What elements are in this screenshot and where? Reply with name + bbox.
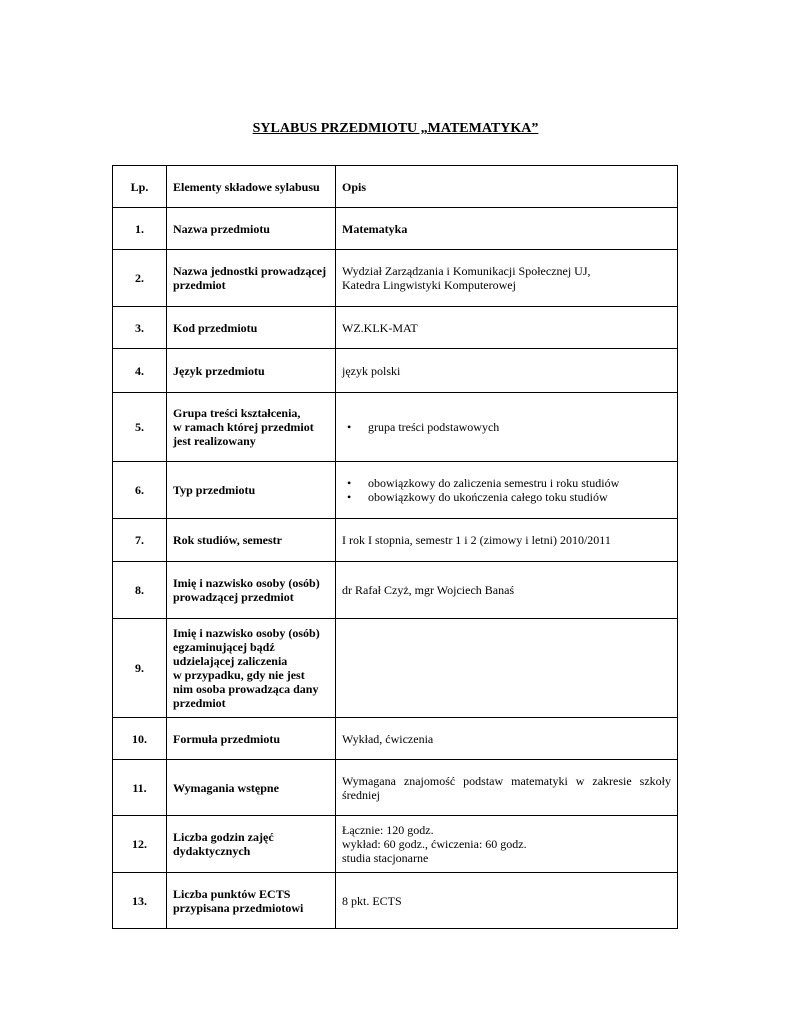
row-opis <box>336 393 678 462</box>
bullet-list <box>342 476 671 504</box>
row-opis: Wykład, ćwiczenia <box>336 718 678 760</box>
row-number: 9. <box>113 619 167 718</box>
table-row <box>113 250 678 307</box>
element-line: Imię i nazwisko osoby (osób) <box>173 576 320 590</box>
header-lp: Lp. <box>113 166 167 208</box>
opis-line: Katedra Lingwistyki Komputerowej <box>342 278 516 292</box>
bullet-item: • obowiązkowy do ukończenia całego toku studiów <box>342 490 671 504</box>
table-row <box>113 307 678 349</box>
row-element: Kod przedmiotu <box>167 307 336 349</box>
element-line: dydaktycznych <box>173 844 251 858</box>
row-number: 12. <box>113 816 167 873</box>
row-number: 8. <box>113 562 167 619</box>
element-line: Liczba punktów ECTS <box>173 886 291 901</box>
syllabus-table <box>112 165 678 929</box>
row-element <box>167 816 336 873</box>
row-element <box>167 562 336 619</box>
header-opis: Opis <box>336 166 678 208</box>
row-element: Nazwa jednostki prowadzącej przedmiot <box>167 250 336 307</box>
header-element: Elementy składowe sylabusu <box>167 166 336 208</box>
bullet-item: • grupa treści podstawowych <box>342 420 671 434</box>
element-line: Imię i nazwisko osoby (osób) <box>173 626 320 640</box>
table-row <box>113 718 678 760</box>
table-row <box>113 562 678 619</box>
row-element: Wymagania wstępne <box>167 760 336 816</box>
row-opis <box>336 462 678 519</box>
row-number: 10. <box>113 718 167 760</box>
opis-line: wykład: 60 godz., ćwiczenia: 60 godz. <box>342 837 527 851</box>
table-row <box>113 208 678 250</box>
element-line: prowadzącej przedmiot <box>173 590 294 604</box>
row-element <box>167 619 336 718</box>
row-element <box>167 873 336 929</box>
row-element: Typ przedmiotu <box>167 462 336 519</box>
row-number: 13. <box>113 873 167 929</box>
element-line: przedmiot <box>173 696 226 710</box>
bullet-list <box>342 420 671 434</box>
table-row <box>113 519 678 562</box>
row-number: 1. <box>113 208 167 250</box>
element-line: nim osoba prowadząca dany <box>173 682 319 696</box>
opis-line: Łącznie: 120 godz. <box>342 823 434 837</box>
table-row <box>113 873 678 929</box>
row-element: Rok studiów, semestr <box>167 519 336 562</box>
element-line: jest realizowany <box>173 434 256 448</box>
table-row <box>113 393 678 462</box>
element-line: egzaminującej bądź <box>173 640 275 654</box>
row-opis: WZ.KLK-MAT <box>336 307 678 349</box>
element-line: w przypadku, gdy nie jest <box>173 668 305 682</box>
opis-text: Wymagana znajomość podstaw matematyki w zakresie szkoły średniej <box>342 773 671 802</box>
row-opis: dr Rafał Czyż, mgr Wojciech Banaś <box>336 562 678 619</box>
table-row <box>113 349 678 393</box>
table-row <box>113 462 678 519</box>
row-opis: 8 pkt. ECTS <box>336 873 678 929</box>
table-row <box>113 619 678 718</box>
element-line: w ramach której przedmiot <box>173 420 314 434</box>
row-number: 3. <box>113 307 167 349</box>
row-element: Język przedmiotu <box>167 349 336 393</box>
row-number: 11. <box>113 760 167 816</box>
row-opis: I rok I stopnia, semestr 1 i 2 (zimowy i letni) 2010/2011 <box>336 519 678 562</box>
row-number: 7. <box>113 519 167 562</box>
row-opis <box>336 816 678 873</box>
row-element <box>167 393 336 462</box>
row-number: 4. <box>113 349 167 393</box>
document-title: SYLABUS PRZEDMIOTU „MATEMATYKA” <box>252 121 539 136</box>
row-number: 5. <box>113 393 167 462</box>
bullet-item: • obowiązkowy do zaliczenia semestru i roku studiów <box>342 476 671 490</box>
opis-line: studia stacjonarne <box>342 851 429 865</box>
element-line: Liczba godzin zajęć <box>173 830 274 844</box>
row-element: Formuła przedmiotu <box>167 718 336 760</box>
table-header-row <box>113 166 678 208</box>
row-opis-empty <box>336 619 678 718</box>
row-opis: język polski <box>336 349 678 393</box>
table-row <box>113 760 678 816</box>
element-line: przypisana przedmiotowi <box>173 900 304 915</box>
row-opis <box>336 760 678 816</box>
opis-line: Wydział Zarządzania i Komunikacji Społecznej UJ, <box>342 264 591 278</box>
row-number: 6. <box>113 462 167 519</box>
element-line: Grupa treści kształcenia, <box>173 406 301 420</box>
row-opis <box>336 250 678 307</box>
row-opis: Matematyka <box>336 208 678 250</box>
row-element: Nazwa przedmiotu <box>167 208 336 250</box>
table-row <box>113 816 678 873</box>
element-line: udzielającej zaliczenia <box>173 654 288 668</box>
row-number: 2. <box>113 250 167 307</box>
